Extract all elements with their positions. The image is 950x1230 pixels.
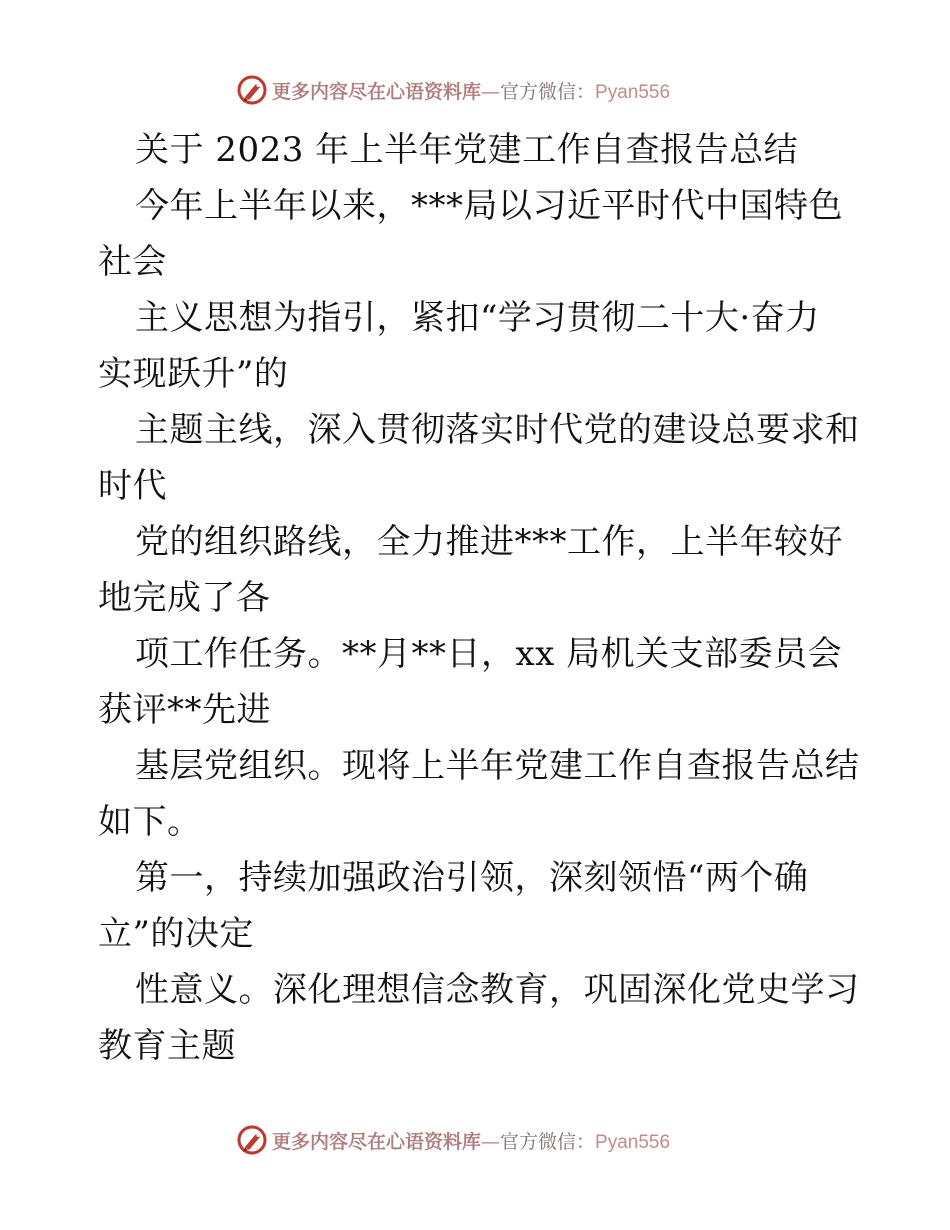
text-line: 时代 bbox=[98, 466, 167, 506]
text-line: 主义思想为指引，紧扣“学习贯彻二十大·奋力 bbox=[135, 298, 820, 338]
document-body bbox=[98, 122, 858, 1074]
footer-wechat-label: 官方微信： bbox=[500, 1130, 596, 1153]
header-site-name: 更多内容尽在心语资料库 bbox=[272, 80, 482, 103]
text-line: 立”的决定 bbox=[98, 914, 254, 954]
document-title: 关于 2023 年上半年党建工作自查报告总结 bbox=[135, 130, 799, 170]
text-line: 党的组织路线，全力推进***工作，上半年较好 bbox=[135, 522, 843, 562]
header-wechat-label: 官方微信： bbox=[500, 80, 596, 103]
text-line: 项工作任务。**月**日，xx 局机关支部委员会 bbox=[135, 634, 843, 674]
text-line: 性意义。深化理想信念教育，巩固深化党史学习 bbox=[135, 970, 860, 1010]
footer-wechat-id: Pyan556 bbox=[595, 1131, 671, 1153]
pen-logo-icon bbox=[236, 74, 268, 106]
text-line: 教育主题 bbox=[98, 1026, 236, 1066]
text-line: 今年上半年以来，***局以习近平时代中国特色 bbox=[135, 186, 843, 226]
text-line: 第一，持续加强政治引领，深刻领悟“两个确 bbox=[135, 858, 809, 898]
header-wechat-id: Pyan556 bbox=[595, 81, 671, 103]
text-line: 实现跃升”的 bbox=[98, 354, 289, 394]
pen-logo-icon bbox=[236, 1124, 268, 1156]
text-line: 如下。 bbox=[98, 802, 202, 842]
text-line: 地完成了各 bbox=[98, 578, 271, 618]
footer-site-name: 更多内容尽在心语资料库 bbox=[272, 1130, 482, 1153]
text-line: 获评**先进 bbox=[98, 690, 271, 730]
footer-banner-text bbox=[272, 1127, 670, 1154]
text-line: 基层党组织。现将上半年党建工作自查报告总结 bbox=[135, 746, 860, 786]
text-line: 主题主线，深入贯彻落实时代党的建设总要求和 bbox=[135, 410, 860, 450]
header-separator: — bbox=[481, 80, 501, 103]
footer-separator: — bbox=[481, 1130, 501, 1153]
header-banner bbox=[236, 73, 670, 107]
header-banner-text bbox=[272, 77, 670, 104]
text-line: 社会 bbox=[98, 242, 167, 282]
footer-banner bbox=[236, 1123, 670, 1157]
